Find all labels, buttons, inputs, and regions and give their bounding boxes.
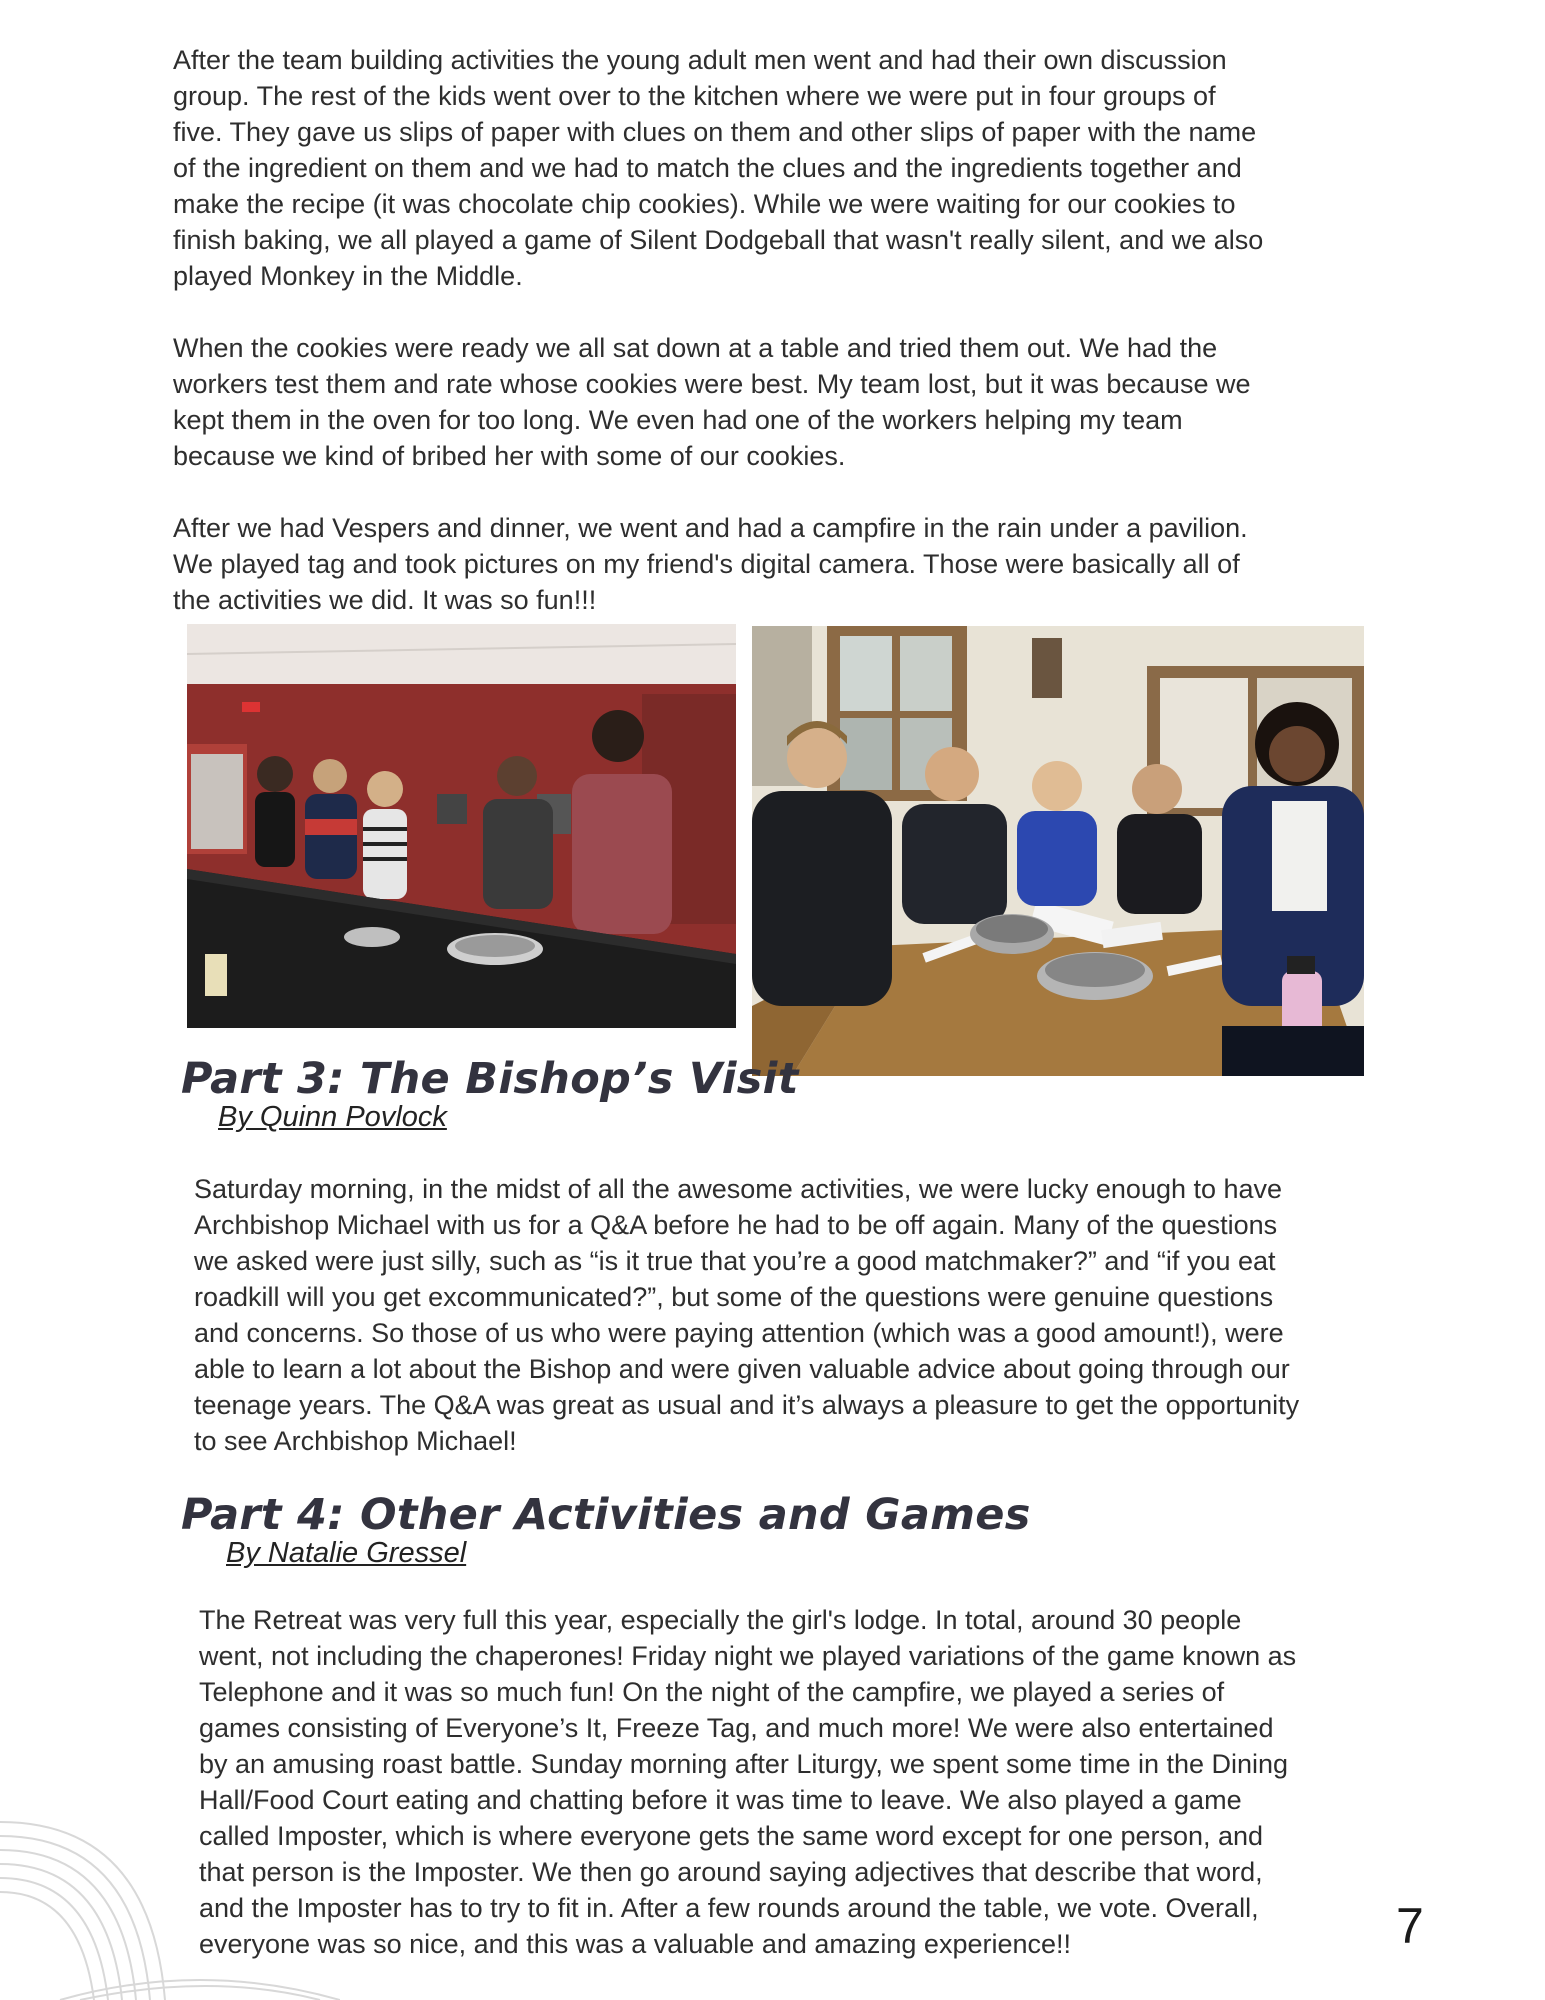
kitchen-group-photo	[187, 624, 736, 1028]
intro-paragraph-3: After we had Vespers and dinner, we went and had a campfire in the rain under a pavilion. We played tag and took pictures on my friend's digital camera. Those were basically all of the activities we did. It was so fun!!!	[173, 513, 1248, 615]
part3-byline: By Quinn Povlock	[218, 1101, 447, 1133]
part3-heading: Part 3: The Bishop’s Visit	[181, 1054, 799, 1104]
intro-paragraph-2: When the cookies were ready we all sat down at a table and tried them out. We had the workers test them and rate whose cookies were best. My team lost, but it was because we kept them in the oven for too long. We even had one of the workers helping my team because we kind of bribed her with some of our cookies.	[173, 333, 1251, 471]
decorative-arcs	[0, 1800, 340, 2000]
part4-body: The Retreat was very full this year, especially the girl's lodge. In total, around 30 people went, not including the chaperones! Friday night we played variations of the game known as Telephone and it was so much fun! On the night of the campfire, we played a series of games consisting of Everyone’s It, Freeze Tag, and much more! We were also entertained by an amusing roast battle. Sunday morning after Liturgy, we spent some time in the Dining Hall/Food Court eating and chatting before it was time to leave. We also played a game called Imposter, which is where everyone gets the same word except for one person, and that person is the Imposter. We then go around saying adjectives that describe that word, and the Imposter has to try to fit in. After a few rounds around the table, we vote. Overall, everyone was so nice, and this was a valuable and amazing experience!!	[199, 1605, 1297, 1959]
table-group-photo	[752, 626, 1364, 1076]
intro-paragraph-1: After the team building activities the young adult men went and had their own discussion group. The rest of the kids went over to the kitchen where we were put in four groups of five. They gave us slips of paper with clues on them and other slips of paper with the name of the ingredient on them and we had to match the clues and the ingredients together and make the recipe (it was chocolate chip cookies). While we were waiting for our cookies to finish baking, we all played a game of Silent Dodgeball that wasn't really silent, and we also played Monkey in the Middle.	[173, 45, 1264, 291]
part3-body: Saturday morning, in the midst of all the awesome activities, we were lucky enough to have Archbishop Michael with us for a Q&A before he had to be off again. Many of the questions we asked were just silly, such as “is it true that you’re a good matchmaker?” and “if you eat roadkill will you get excommunicated?”, but some of the questions were genuine questions and concerns. So those of us who were paying attention (which was a good amount!), were able to learn a lot about the Bishop and were given valuable advice about going through our teenage years. The Q&A was great as usual and it’s always a pleasure to get the opportunity to see Archbishop Michael!	[194, 1174, 1300, 1456]
part4-byline: By Natalie Gressel	[226, 1537, 467, 1569]
part4-heading: Part 4: Other Activities and Games	[181, 1490, 1031, 1540]
page-number: 7	[1396, 1898, 1424, 1954]
